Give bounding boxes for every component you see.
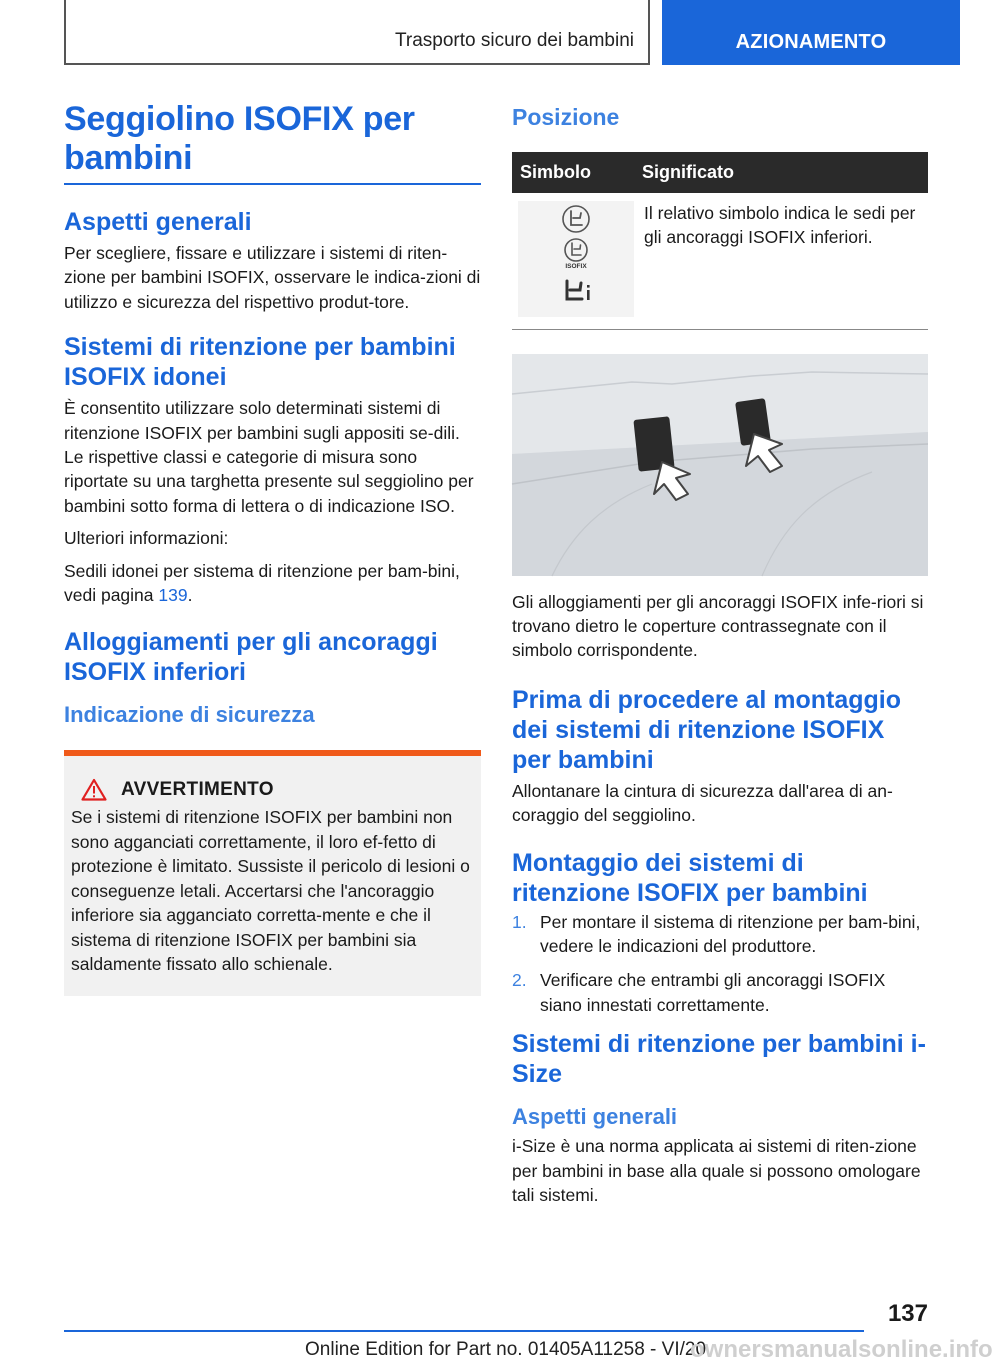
page-link[interactable]: 139 bbox=[158, 585, 188, 606]
isofix-symbol-label: ISOFIX bbox=[565, 263, 587, 270]
table-row bbox=[512, 193, 928, 329]
rear-seat-photo bbox=[512, 354, 928, 576]
header-chapter-tab[interactable]: AZIONAMENTO bbox=[662, 0, 960, 65]
anchor-heading: Alloggiamenti per gli ancoraggi ISOFIX inferiori bbox=[64, 628, 438, 687]
mounting-steps bbox=[512, 910, 928, 1018]
general-heading: Aspetti generali bbox=[64, 208, 252, 236]
suitable-heading: Sistemi di ritenzione per bambini ISOFIX idonei bbox=[64, 333, 456, 392]
seats-end: . bbox=[187, 585, 193, 606]
warning-text: Se i sistemi di ritenzione ISOFIX per bambini non sono agganciati correttamente, il loro ef-fetto di protezione è limitato. Sussiste il pericolo di lesioni o conseguenze letali. Accertarsi che l'ancoraggio inferiore sia agganciato corretta-mente e che il sistema di ritenzione ISOFIX per bambini sia saldamente fissato allo schienale. bbox=[71, 807, 470, 974]
before-mounting-heading: Prima di procedere al montaggio dei sistemi di ritenzione ISOFIX per bambini bbox=[512, 685, 901, 774]
suitable-text: È consentito utilizzare solo determinati sistemi di ritenzione ISOFIX per bambini sugli appositi se-dili. Le rispettive classi e categorie di misura sono riportate su una targhetta presente sul seggiolino per bambini sotto forma di lettera o di indicazione ISO. bbox=[64, 398, 474, 516]
list-item bbox=[512, 910, 928, 959]
rear-seat-illustration bbox=[512, 354, 928, 576]
seats-text: Sedili idonei per sistema di ritenzione per bam-bini, vedi pagina bbox=[64, 560, 460, 606]
warning-triangle-icon bbox=[81, 778, 107, 801]
watermark: ownersmanualsonline.info bbox=[690, 1336, 993, 1363]
seats-reference bbox=[64, 559, 481, 608]
isize-general-heading: Aspetti generali bbox=[512, 1104, 678, 1130]
table-header-symbol: Simbolo bbox=[512, 152, 634, 193]
footer-edition: Online Edition for Part no. 01405A11258 - VI/20 bbox=[305, 1339, 707, 1360]
symbol-cell bbox=[512, 193, 634, 329]
table-header-row bbox=[512, 152, 928, 193]
warning-title: AVVERTIMENTO bbox=[121, 778, 274, 800]
table-header-meaning: Significato bbox=[634, 152, 928, 193]
list-item bbox=[512, 968, 928, 1017]
page-number: 137 bbox=[887, 1300, 928, 1327]
left-column bbox=[64, 100, 481, 996]
position-heading: Posizione bbox=[512, 104, 620, 130]
warning-box bbox=[64, 750, 481, 996]
footer-rule bbox=[64, 1330, 864, 1332]
photo-caption: Gli alloggiamenti per gli ancoraggi ISOFIX infe-riori si trovano dietro le coperture contrassegnate con il simbolo corrispondente. bbox=[512, 591, 924, 661]
step-number: 2. bbox=[512, 970, 527, 991]
page-title: Seggiolino ISOFIX per bambini bbox=[64, 100, 481, 185]
isize-heading: Sistemi di ritenzione per bambini i-Size bbox=[512, 1030, 926, 1089]
isize-text: i-Size è una norma applicata ai sistemi di riten-zione per bambini in base alla quale si possono omologare tali sistemi. bbox=[512, 1136, 921, 1205]
warning-header bbox=[71, 778, 471, 801]
general-text: Per scegliere, fissare e utilizzare i sistemi di riten-zione per bambini ISOFIX, osservare le indica-zioni di utilizzo e sicurezza del rispettivo produt-tore. bbox=[64, 243, 481, 312]
mounting-heading: Montaggio dei sistemi di ritenzione ISOFIX per bambini bbox=[512, 848, 868, 907]
meaning-cell: Il relativo simbolo indica le sedi per gli ancoraggi ISOFIX inferiori. bbox=[634, 193, 928, 329]
step-text: Verificare che entrambi gli ancoraggi ISOFIX siano innestati correttamente. bbox=[540, 970, 886, 1015]
isofix-symbols bbox=[518, 201, 634, 317]
more-info-text: Ulteriori informazioni: bbox=[64, 528, 229, 549]
header-section-title: Trasporto sicuro dei bambini bbox=[64, 0, 650, 65]
safety-heading: Indicazione di sicurezza bbox=[64, 702, 315, 728]
right-column bbox=[512, 100, 928, 1207]
step-text: Per montare il sistema di ritenzione per bam-bini, vedere le indicazioni del produttore. bbox=[540, 911, 921, 956]
child-seat-icon bbox=[518, 201, 634, 317]
step-number: 1. bbox=[512, 911, 527, 932]
before-mounting-text: Allontanare la cintura di sicurezza dall'area di an-coraggio del seggiolino. bbox=[512, 780, 893, 826]
symbol-table bbox=[512, 152, 928, 330]
